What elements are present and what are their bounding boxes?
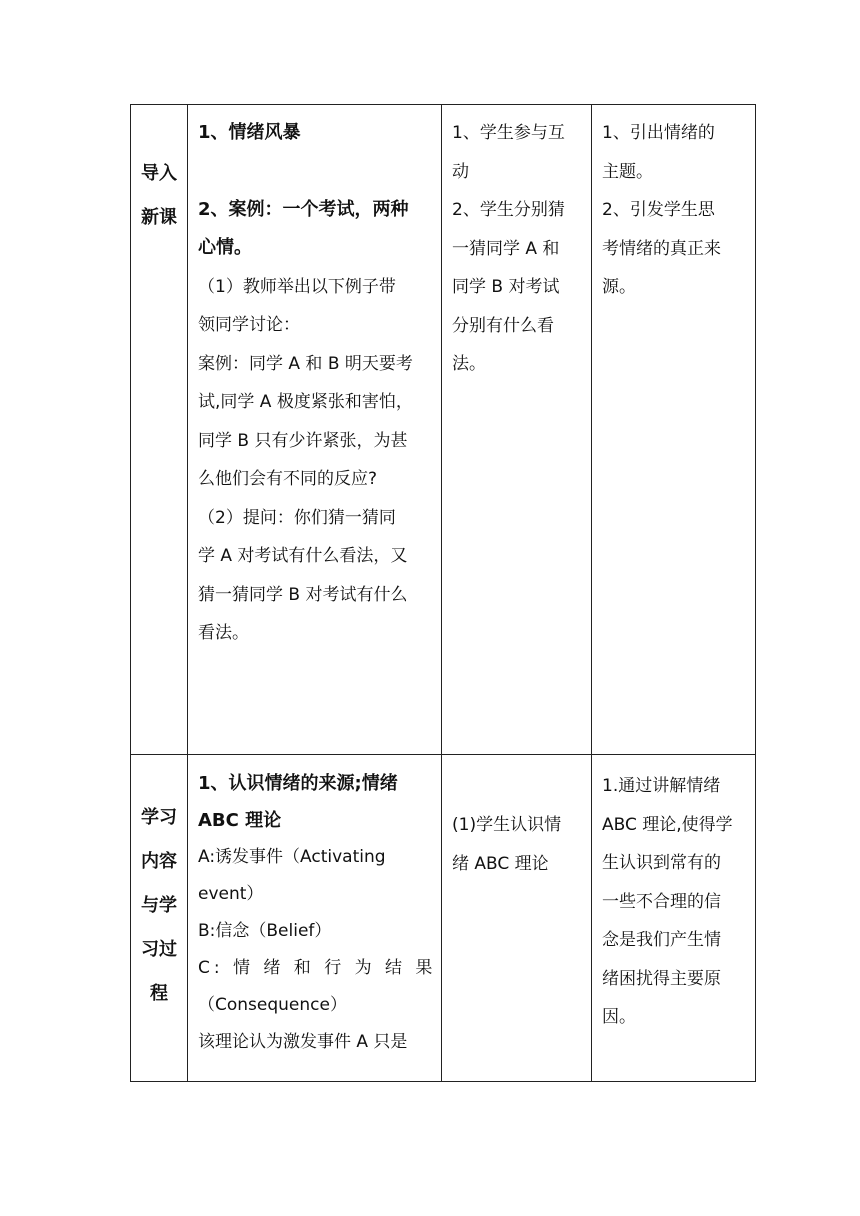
heading-line: 心情。 [198,237,252,258]
intent-line: 一些不合理的信 [602,891,721,912]
intent-line: 1.通过讲解情绪 [602,776,721,796]
row-label-line: 学习 [141,807,177,828]
row-label-cell [131,105,188,755]
intent-line: 念是我们产生情 [602,930,721,950]
student-activity-cell [442,755,592,1082]
content-line: C: 情 绪 和 行 为 结 果 [198,958,437,978]
intent-line: ABC 理论,使得学 [602,814,733,835]
intent-line: 源。 [602,277,636,297]
content-line: 案例：同学 A 和 B 明天要考 [198,353,413,374]
student-line: 分别有什么看 [452,315,554,336]
row-label-line: 内容 [141,851,177,872]
intent-line: 生认识到常有的 [602,853,721,873]
content-line: （1）教师举出以下例子带 [198,276,396,297]
content-line: 同学 B 只有少许紧张，为甚 [198,430,408,451]
student-line: (1)学生认识情 [452,815,562,835]
heading-line: 1、认识情绪的来源;情绪 [198,773,398,794]
student-line: 动 [452,161,469,182]
row-label-line: 导入 [141,163,177,184]
heading-line: ABC 理论 [198,810,282,831]
content-line: 猜一猜同学 B 对考试有什么 [198,584,408,605]
content-line: 领同学讨论： [198,315,300,335]
content-cell [188,105,442,755]
content-cell [188,755,442,1082]
content-line: 该理论认为激发事件 A 只是 [198,1032,408,1052]
content-line: event） [198,884,264,904]
content-line: （Consequence） [198,995,347,1015]
content-line: A:诱发事件（Activating [198,847,386,867]
table-row [131,105,756,755]
student-line: 一猜同学 A 和 [452,238,560,259]
design-intent-cell [592,755,756,1082]
heading-line: 2、案例：一个考试，两种 [198,198,409,220]
content-line: 么他们会有不同的反应? [198,469,378,489]
row-label-line: 程 [150,983,168,1004]
content-line: 看法。 [198,623,249,643]
student-line: 绪 ABC 理论 [452,853,549,874]
row-label-line: 与学 [141,895,177,916]
student-line: 法。 [452,354,486,374]
intent-line: 2、引发学生思 [602,200,715,220]
row-label-line: 习过 [141,939,177,960]
content-line: 学 A 对考试有什么看法，又 [198,546,408,566]
student-line: 1、学生参与互 [452,123,565,143]
design-intent-cell [592,105,756,755]
content-line: B:信念（Belief） [198,921,332,941]
intent-line: 考情绪的真正来 [602,238,721,259]
row-label-cell [131,755,188,1082]
content-line: （2）提问：你们猜一猜同 [198,507,396,528]
intent-line: 主题。 [602,161,653,182]
intent-line: 因。 [602,1007,636,1027]
intent-line: 绪困扰得主要原 [602,968,721,989]
student-line: 同学 B 对考试 [452,277,560,297]
lesson-plan-table [130,104,756,1082]
table-row [131,755,756,1082]
row-label-line: 新课 [141,207,177,228]
student-line: 2、学生分别猜 [452,200,565,220]
content-line: 试,同学 A 极度紧张和害怕， [198,392,413,412]
intent-line: 1、引出情绪的 [602,123,715,143]
blank-line [198,153,435,191]
student-activity-cell [442,105,592,755]
heading-line: 1、情绪风暴 [198,122,301,143]
